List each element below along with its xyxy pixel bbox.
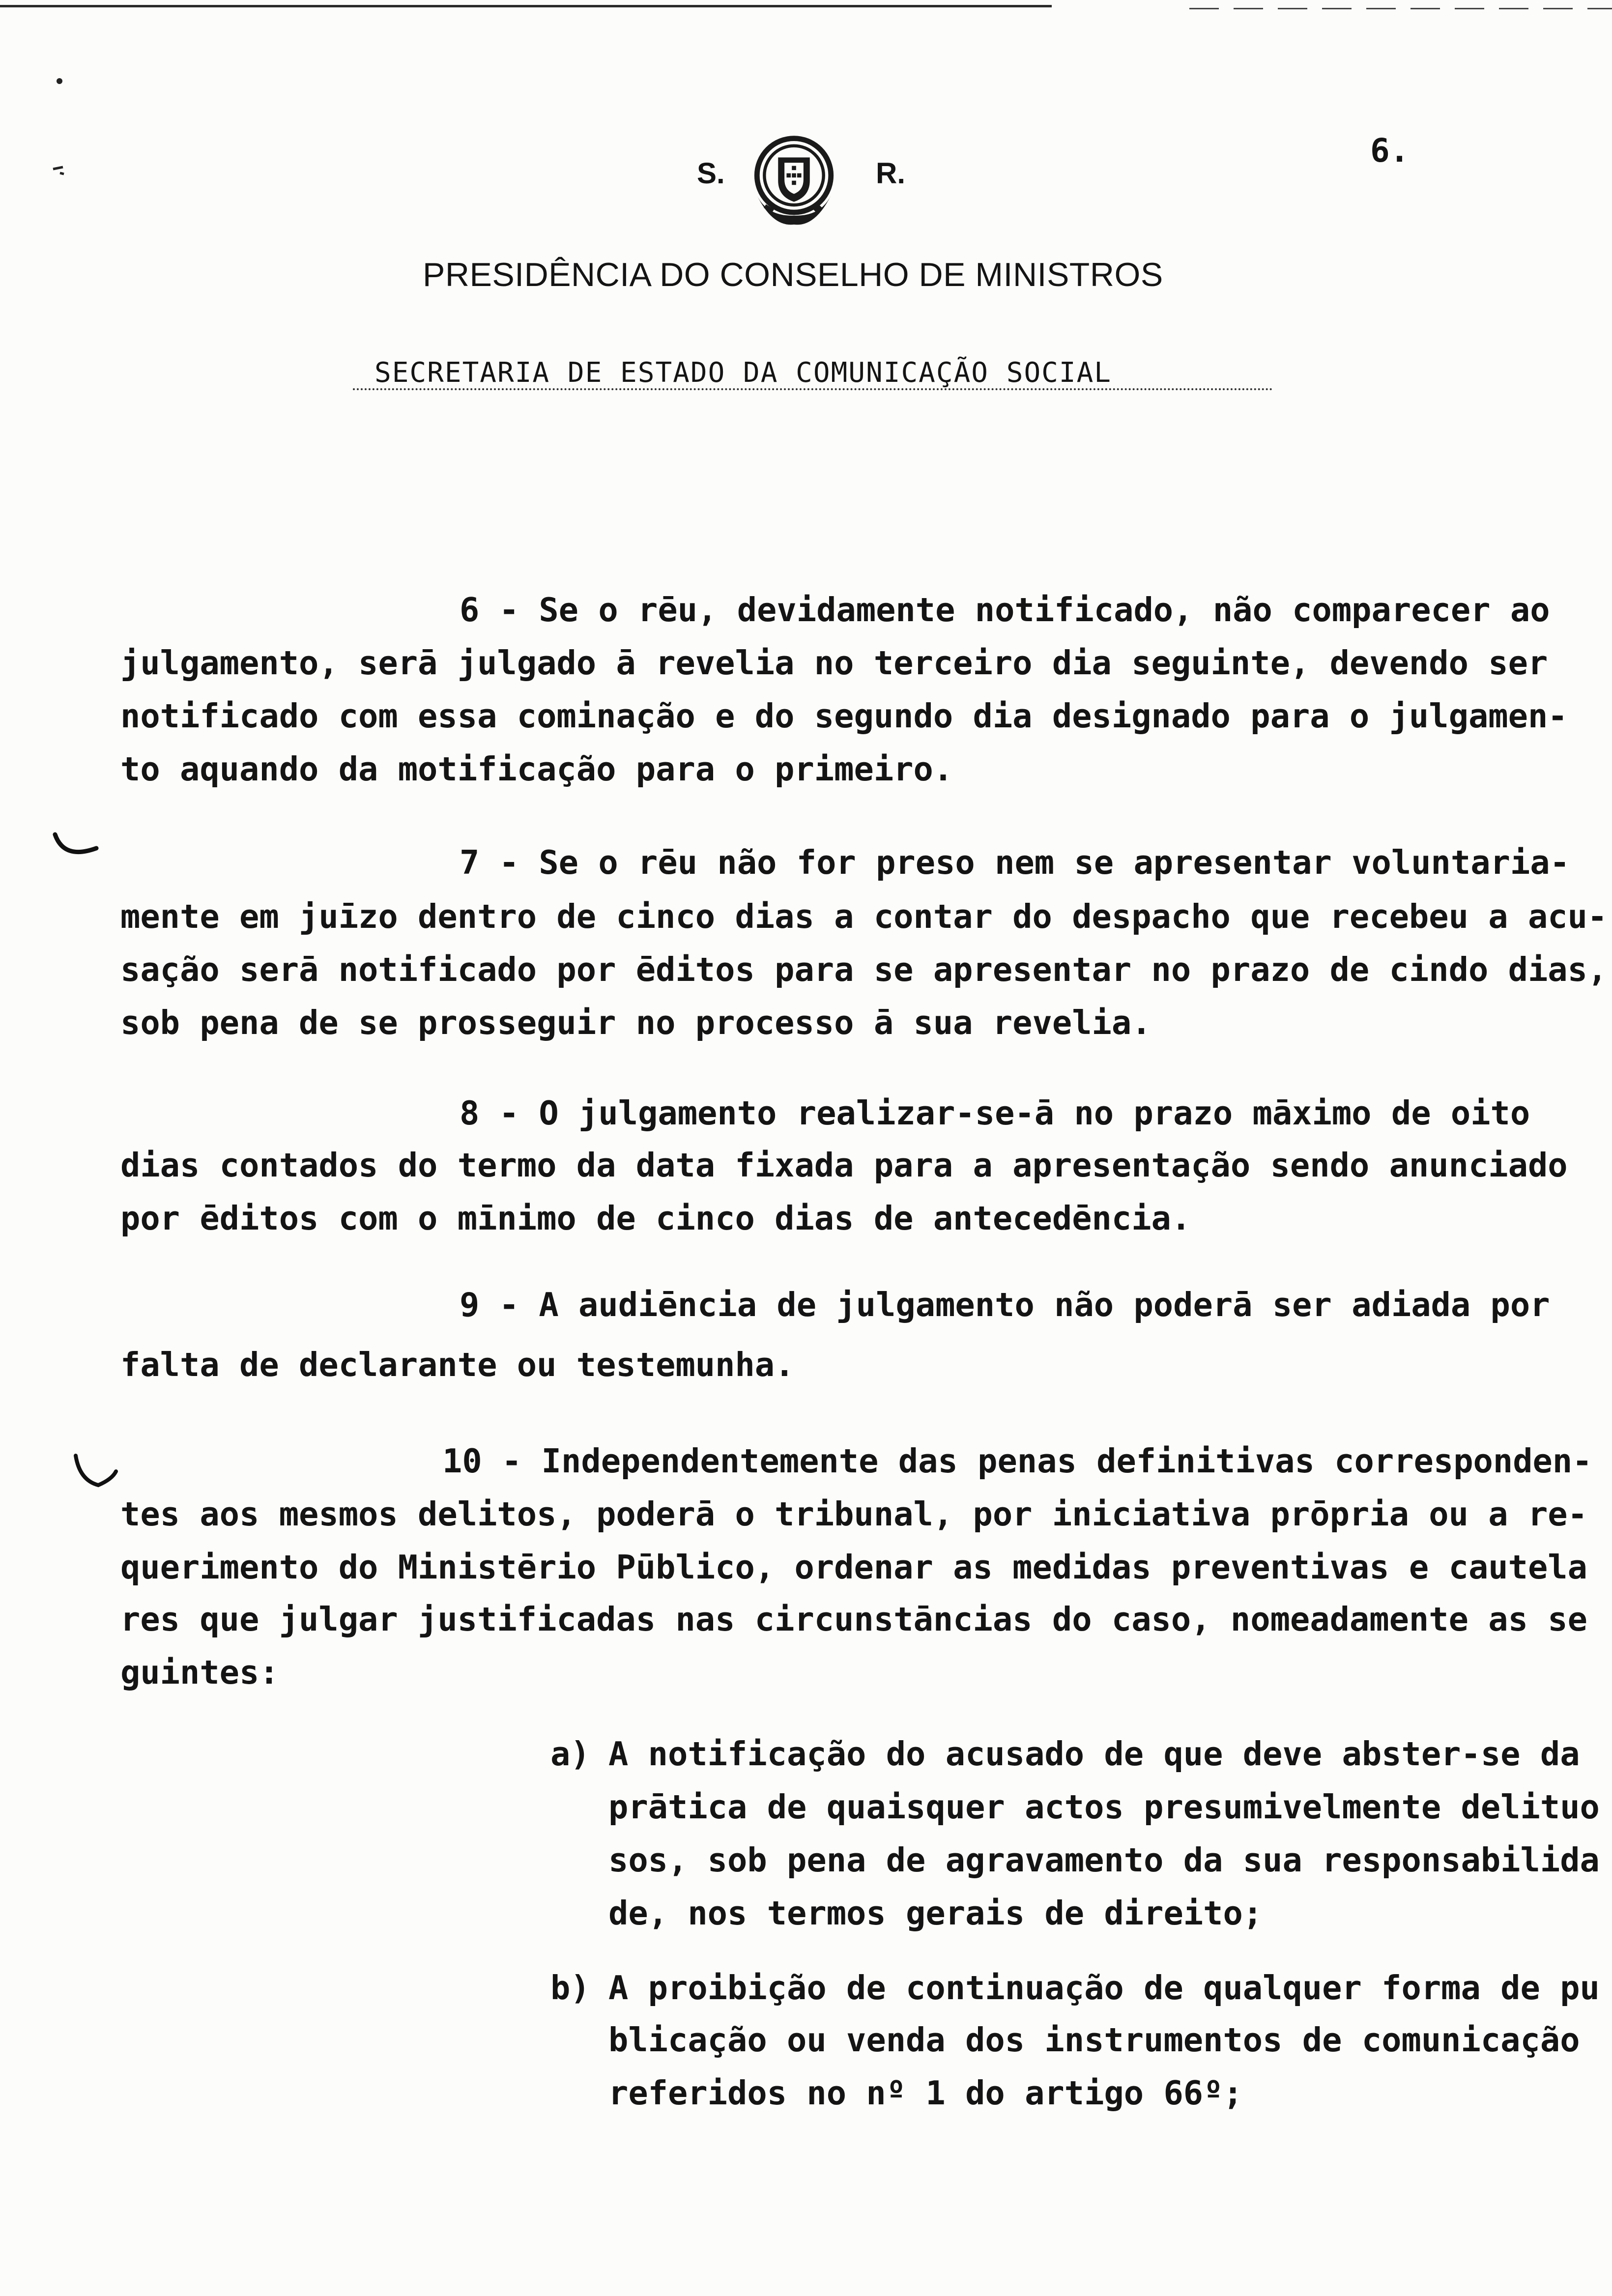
paragraph-10-line: guintes:: [120, 1653, 279, 1692]
paragraph-10-line: querimento do Ministērio Pūblico, ordenar as medidas preventivas e cautela: [120, 1548, 1587, 1586]
paragraph-10-line: 10 - Independentemente das penas definitivas corresponden-: [442, 1442, 1592, 1480]
top-scan-dashes: [1189, 8, 1612, 9]
list-item-a-line: de, nos termos gerais de direito;: [608, 1894, 1263, 1932]
list-item-a-line: prātica de quaisquer actos presumivelmente delituo: [608, 1788, 1600, 1826]
paragraph-9-line: falta de declarante ou testemunha.: [120, 1346, 795, 1384]
list-item-b-line: referidos no nº 1 do artigo 66º;: [608, 2074, 1243, 2112]
list-item-a-line: sos, sob pena de agravamento da sua responsabilida: [608, 1841, 1600, 1879]
paragraph-7-line: mente em juīzo dentro de cinco dias a contar do despacho que recebeu a acu-: [120, 897, 1608, 936]
list-item-b-line: A proibição de continuação de qualquer forma de pu: [608, 1969, 1600, 2007]
paragraph-7-line: sob pena de se prosseguir no processo ā sua revelia.: [120, 1004, 1151, 1042]
list-item-marker-b: b): [550, 1969, 590, 2007]
paragraph-7-line: sação serā notificado por ēditos para se apresentar no prazo de cindo dias,: [120, 950, 1608, 989]
paragraph-8-line: dias contados do termo da data fixada para a apresentação sendo anunciado: [120, 1146, 1568, 1184]
paragraph-10-line: tes aos mesmos delitos, poderā o tribunal, por iniciativa prōpria ou a re-: [120, 1495, 1587, 1533]
paragraph-10-line: res que julgar justificadas nas circunstāncias do caso, nomeadamente as se: [120, 1600, 1587, 1638]
ministry-heading: PRESIDÊNCIA DO CONSELHO DE MINISTROS: [423, 256, 1163, 293]
list-item-a-line: A notificação do acusado de que deve abster-se da: [608, 1735, 1580, 1773]
margin-check-mark: [49, 831, 103, 865]
header-letter-s: S.: [697, 157, 725, 190]
margin-dot: [49, 162, 69, 182]
margin-dot: [52, 74, 67, 88]
paragraph-6-line: notificado com essa cominação e do segundo dia designado para o julgamen-: [120, 697, 1568, 735]
paragraph-6-line: to aquando da motificação para o primeiro.: [120, 750, 953, 788]
paragraph-6-line: julgamento, serā julgado ā revelia no terceiro dia seguinte, devendo ser: [120, 644, 1548, 682]
list-item-b-line: blicação ou venda dos instrumentos de comunicação: [608, 2021, 1580, 2059]
margin-check-mark: [69, 1450, 123, 1494]
paragraph-8-line: 8 - O julgamento realizar-se-ā no prazo māximo de oito: [460, 1094, 1530, 1132]
list-item-marker-a: a): [550, 1735, 590, 1773]
paragraph-8-line: por ēditos com o mīnimo de cinco dias de antecedēncia.: [120, 1199, 1191, 1237]
paragraph-6-line: 6 - Se o rēu, devidamente notificado, não comparecer ao: [460, 591, 1550, 629]
page-number: 6.: [1370, 132, 1410, 170]
paragraph-9-line: 9 - A audiēncia de julgamento não poderā ser adiada por: [460, 1286, 1550, 1324]
secretariat-heading: SECRETARIA DE ESTADO DA COMUNICAÇÃO SOCIAL: [353, 358, 1273, 390]
header-letter-r: R.: [876, 157, 905, 190]
paragraph-7-line: 7 - Se o rēu não for preso nem se apresentar voluntaria-: [460, 843, 1570, 882]
top-scan-line: [0, 5, 1052, 7]
coat-of-arms-icon: [741, 127, 847, 232]
